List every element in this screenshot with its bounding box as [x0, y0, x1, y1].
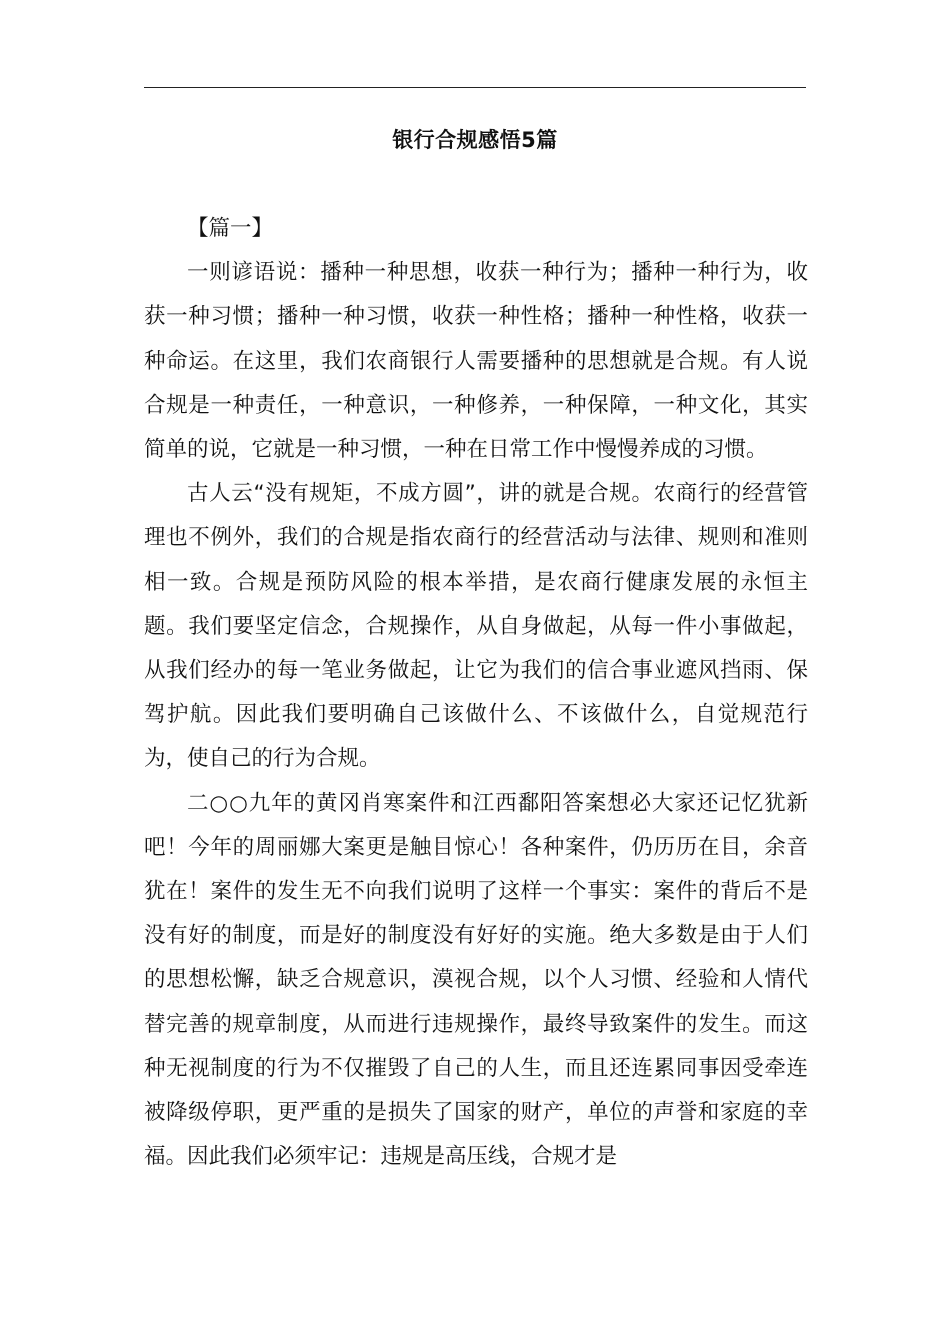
document-title: 银行合规感悟5篇	[392, 128, 558, 152]
section-label: 【篇一】	[187, 216, 274, 241]
body-paragraph-1: 一则谚语说：播种一种思想，收获一种行为；播种一种行为，收获一种习惯；播种一种习惯，收获一种性格；播种一种性格，收获一种命运。在这里，我们农商银行人需要播种的思想就是合规。有人说合规是一种责任，一种意识，一种修养，一种保障，一种文化，其实简单的说，它就是一种习惯，一种在日常工作中慢慢养成的习惯。	[144, 260, 808, 463]
header-rule	[144, 87, 806, 88]
body-paragraph-2: 古人云“没有规矩，不成方圆”，讲的就是合规。农商行的经营管理也不例外，我们的合规是指农商行的经营活动与法律、规则和准则相一致。合规是预防风险的根本举措，是农商行健康发展的永恒主题。我们要坚定信念，合规操作，从自身做起，从每一件小事做起，从我们经办的每一笔业务做起，让它为我们的信合事业遮风挡雨、保驾护航。因此我们要明确自己该做什么、不该做什么，自觉规范行为，使自己的行为合规。	[144, 481, 808, 772]
document-body	[144, 207, 808, 1179]
body-paragraph-3: 二○○九年的黄冈肖寒案件和江西鄱阳答案想必大家还记忆犹新吧！今年的周丽娜大案更是触目惊心！各种案件，仍历历在目，余音犹在！案件的发生无不向我们说明了这样一个事实：案件的背后不是没有好的制度，而是好的制度没有好好的实施。绝大多数是由于人们的思想松懈，缺乏合规意识，漠视合规，以个人习惯、经验和人情代替完善的规章制度，从而进行违规操作，最终导致案件的发生。而这种无视制度的行为不仅摧毁了自己的人生，而且还连累同事因受牵连被降级停职，更严重的是损失了国家的财产，单位的声誉和家庭的幸福。因此我们必须牢记：违规是高压线，合规才是	[144, 790, 808, 1170]
